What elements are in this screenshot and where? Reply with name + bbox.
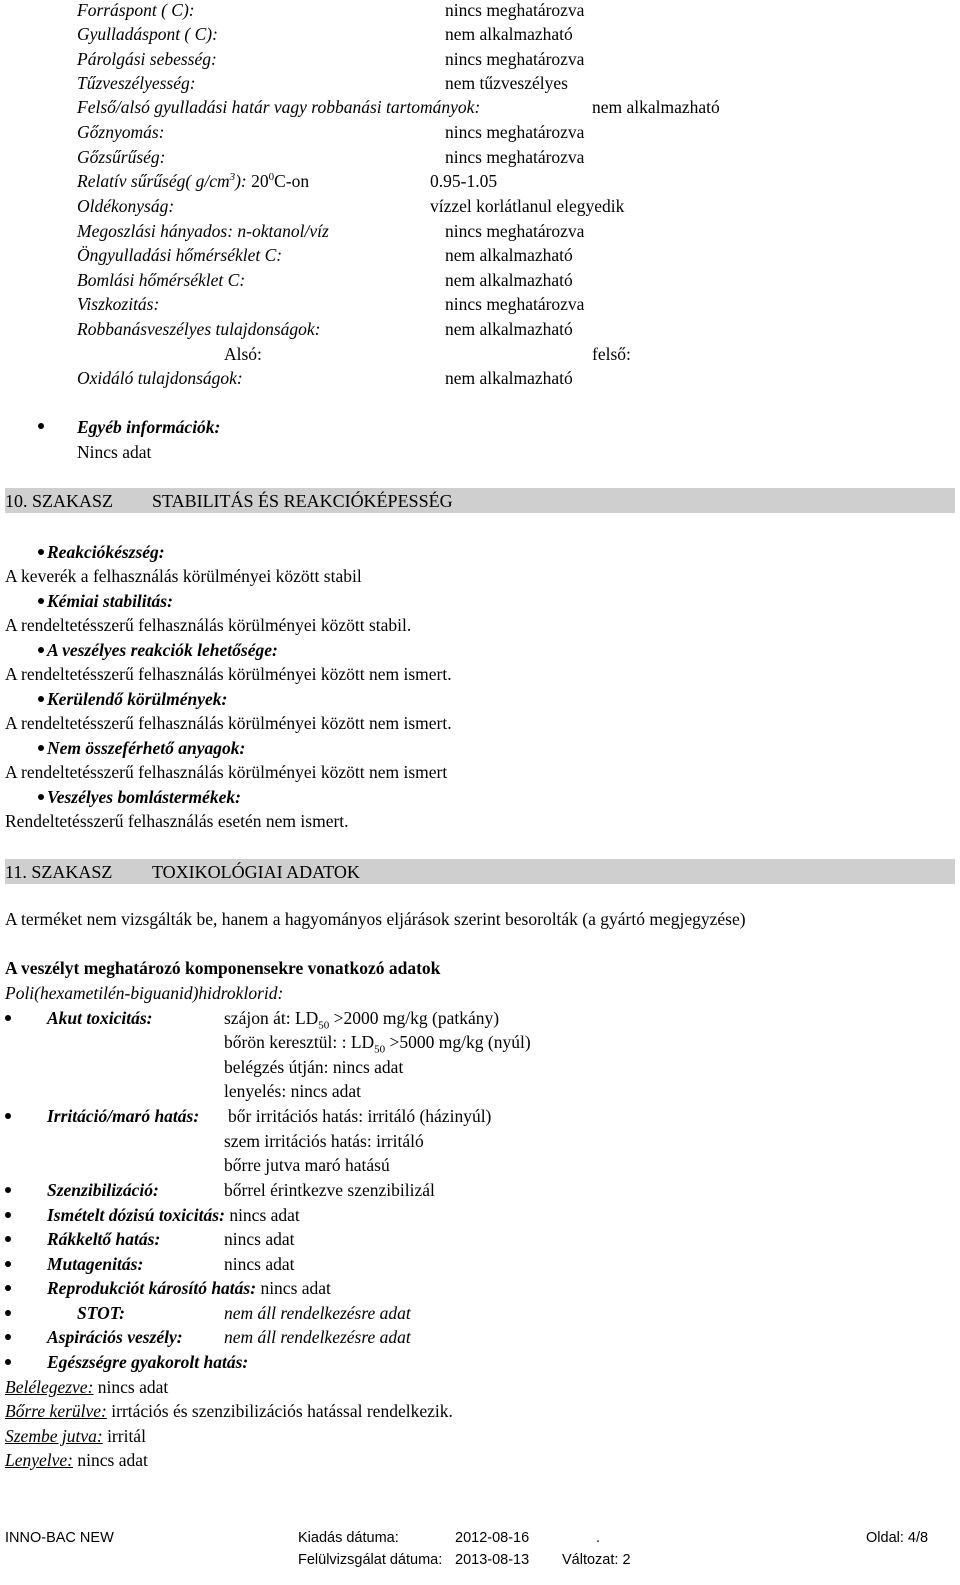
acute-toxicity-label: Akut toxicitás: <box>47 1008 153 1028</box>
prop-value: nincs meghatározva <box>445 122 585 142</box>
item-text: Rendeltetésszerű felhasználás esetén nem ismert. <box>5 811 349 831</box>
route-ingestion: Lenyelve: nincs adat <box>5 1450 148 1470</box>
item-text: A rendeltetésszerű felhasználás körülményei között nem ismert <box>5 762 448 782</box>
stot-value: nem áll rendelkezésre adat <box>224 1303 411 1323</box>
prop-label: Párolgási sebesség: <box>77 49 217 69</box>
bullet-icon <box>5 1236 11 1242</box>
bullet-icon <box>38 598 44 604</box>
other-info-label: Egyéb információk: <box>77 417 221 437</box>
prop-value: vízzel korlátlanul elegyedik <box>430 196 625 216</box>
section-11-intro: A terméket nem vizsgálták be, hanem a hagyományos eljárások szerint besorolták (a gyártó megjegyzése) <box>5 909 746 929</box>
prop-label: Gőznyomás: <box>77 122 165 142</box>
footer-review-date: 2013-08-13 <box>455 1552 530 1568</box>
prop-label: Oldékonyság: <box>77 196 175 216</box>
section-11-subheading: A veszélyt meghatározó komponensekre vonatkozó adatok <box>5 958 441 978</box>
irritation-label: Irritáció/maró hatás: <box>47 1106 200 1126</box>
mutagenicity-value: nincs adat <box>224 1254 295 1274</box>
footer-review-label: Felülvizsgálat dátuma: <box>298 1552 443 1568</box>
bullet-icon <box>38 549 44 555</box>
footer-dot: . <box>596 1530 601 1546</box>
prop-value: nincs meghatározva <box>445 147 585 167</box>
prop-value: nem alkalmazható <box>445 24 573 44</box>
bullet-icon <box>5 1285 11 1291</box>
acute-dermal: bőrön keresztül: : $LD_{50} >5000$ mg/kg (nyúl) <box>224 1032 531 1056</box>
route-eye: Szembe jutva: irritál <box>5 1426 146 1446</box>
prop-label: Robbanásveszélyes tulajdonságok: <box>77 319 321 339</box>
sensitization-value: bőrrel érintkezve szenzibilizál <box>224 1180 435 1200</box>
item-text: A keverék a felhasználás körülményei között stabil <box>5 566 362 586</box>
prop-value: nem alkalmazható <box>445 245 573 265</box>
item-label: Kémiai stabilitás: <box>47 591 173 611</box>
bullet-icon <box>5 1015 11 1021</box>
repeated-dose: Ismételt dózisú toxicitás: nincs adat <box>47 1205 300 1225</box>
section-11-title: TOXIKOLÓGIAI ADATOK <box>152 862 360 882</box>
reproductive-toxicity: Reprodukciót károsító hatás: nincs adat <box>47 1278 331 1298</box>
bullet-icon <box>5 1187 11 1193</box>
acute-ingestion: lenyelés: nincs adat <box>224 1081 362 1101</box>
prop-value: nem tűzveszélyes <box>445 73 568 93</box>
bullet-icon <box>38 696 44 702</box>
section-11-header <box>5 859 955 884</box>
prop-value: nincs meghatározva <box>445 0 585 20</box>
footer-page-number: Oldal: 4/8 <box>866 1530 929 1546</box>
bullet-icon <box>5 1113 11 1119</box>
bullet-icon <box>5 1310 11 1316</box>
item-label: A veszélyes reakciók lehetősége: <box>47 640 278 660</box>
prop-value: nincs meghatározva <box>445 294 585 314</box>
prop-label: Öngyulladási hőmérséklet C: <box>77 245 283 265</box>
bullet-icon <box>5 1359 11 1365</box>
footer-version: Változat: 2 <box>562 1552 631 1568</box>
item-label: Veszélyes bomlástermékek: <box>47 787 241 807</box>
component-name: Poli(hexametilén-biguanid)hidroklorid: <box>5 983 284 1003</box>
prop-value: nem alkalmazható <box>445 270 573 290</box>
irritation-corrosion: bőrre jutva maró hatású <box>224 1155 390 1175</box>
route-inhalation: Belélegezve: nincs adat <box>5 1377 169 1397</box>
prop-label: Alsó: <box>224 344 262 364</box>
prop-value: nem alkalmazható <box>592 97 720 117</box>
aspiration-value: nem áll rendelkezésre adat <box>224 1327 411 1347</box>
other-info-text: Nincs adat <box>77 442 152 462</box>
prop-label: Oxidáló tulajdonságok: <box>77 368 243 388</box>
carcinogenicity-value: nincs adat <box>224 1229 295 1249</box>
stot-label: STOT: <box>77 1303 125 1323</box>
bullet-icon <box>5 1261 11 1267</box>
irritation-eye: szem irritációs hatás: irritáló <box>224 1131 424 1151</box>
prop-value: felső: <box>592 344 631 364</box>
relative-density-label: Relatív sűrűség( $g/cm^3$): $20^0C-on$ <box>77 171 310 191</box>
bullet-icon <box>5 1334 11 1340</box>
prop-label: Forráspont ( C): <box>77 0 195 20</box>
footer-issue-date: 2012-08-16 <box>455 1530 530 1546</box>
bullet-icon <box>38 745 44 751</box>
health-effects-label: Egészségre gyakorolt hatás: <box>47 1352 249 1372</box>
mutagenicity-label: Mutagenitás: <box>47 1254 144 1274</box>
prop-value: nincs meghatározva <box>445 49 585 69</box>
item-label: Kerülendő körülmények: <box>47 689 228 709</box>
prop-value: 0.95-1.05 <box>430 171 498 191</box>
bullet-icon <box>38 423 44 429</box>
section-11-number: 11. SZAKASZ <box>5 862 113 882</box>
item-text: A rendeltetésszerű felhasználás körülményei között nem ismert. <box>5 664 452 684</box>
acute-inhalation: belégzés útján: nincs adat <box>224 1057 404 1077</box>
prop-label: Felső/alsó gyulladási határ vagy robbanási tartományok: <box>77 97 481 117</box>
prop-label: Megoszlási hányados: n-oktanol/víz <box>77 221 329 241</box>
prop-label: Bomlási hőmérséklet C: <box>77 270 246 290</box>
aspiration-label: Aspirációs veszély: <box>47 1327 183 1347</box>
prop-label: Tűzveszélyesség: <box>77 73 196 93</box>
acute-oral: szájon át: $LD_{50} >2000$ mg/kg (patkány) <box>224 1008 500 1032</box>
irritation-skin: bőr irritációs hatás: irritáló (házinyúl) <box>228 1106 492 1126</box>
route-skin: Bőrre kerülve: irrtációs és szenzibilizációs hatással rendelkezik. <box>5 1401 453 1421</box>
prop-value: nem alkalmazható <box>445 319 573 339</box>
footer-product: INNO-BAC NEW <box>5 1530 114 1546</box>
bullet-icon <box>5 1212 11 1218</box>
sensitization-label: Szenzibilizáció: <box>47 1180 159 1200</box>
prop-label: Viszkozitás: <box>77 294 160 314</box>
carcinogenicity-label: Rákkeltő hatás: <box>47 1229 161 1249</box>
section-10-number: 10. SZAKASZ <box>5 491 114 511</box>
item-text: A rendeltetésszerű felhasználás körülményei között nem ismert. <box>5 713 452 733</box>
footer-issue-label: Kiadás dátuma: <box>298 1530 399 1546</box>
prop-label: Gyulladáspont ( C): <box>77 24 218 44</box>
prop-value: nem alkalmazható <box>445 368 573 388</box>
bullet-icon <box>38 794 44 800</box>
item-text: A rendeltetésszerű felhasználás körülményei között stabil. <box>5 615 412 635</box>
bullet-icon <box>38 647 44 653</box>
item-label: Nem összeférhető anyagok: <box>47 738 246 758</box>
prop-value: nincs meghatározva <box>445 221 585 241</box>
section-10-title: STABILITÁS ÉS REAKCIÓKÉPESSÉG <box>152 491 453 511</box>
prop-label: Gőzsűrűség: <box>77 147 166 167</box>
section-10-header <box>5 488 955 513</box>
item-label: Reakciókészség: <box>47 542 165 562</box>
